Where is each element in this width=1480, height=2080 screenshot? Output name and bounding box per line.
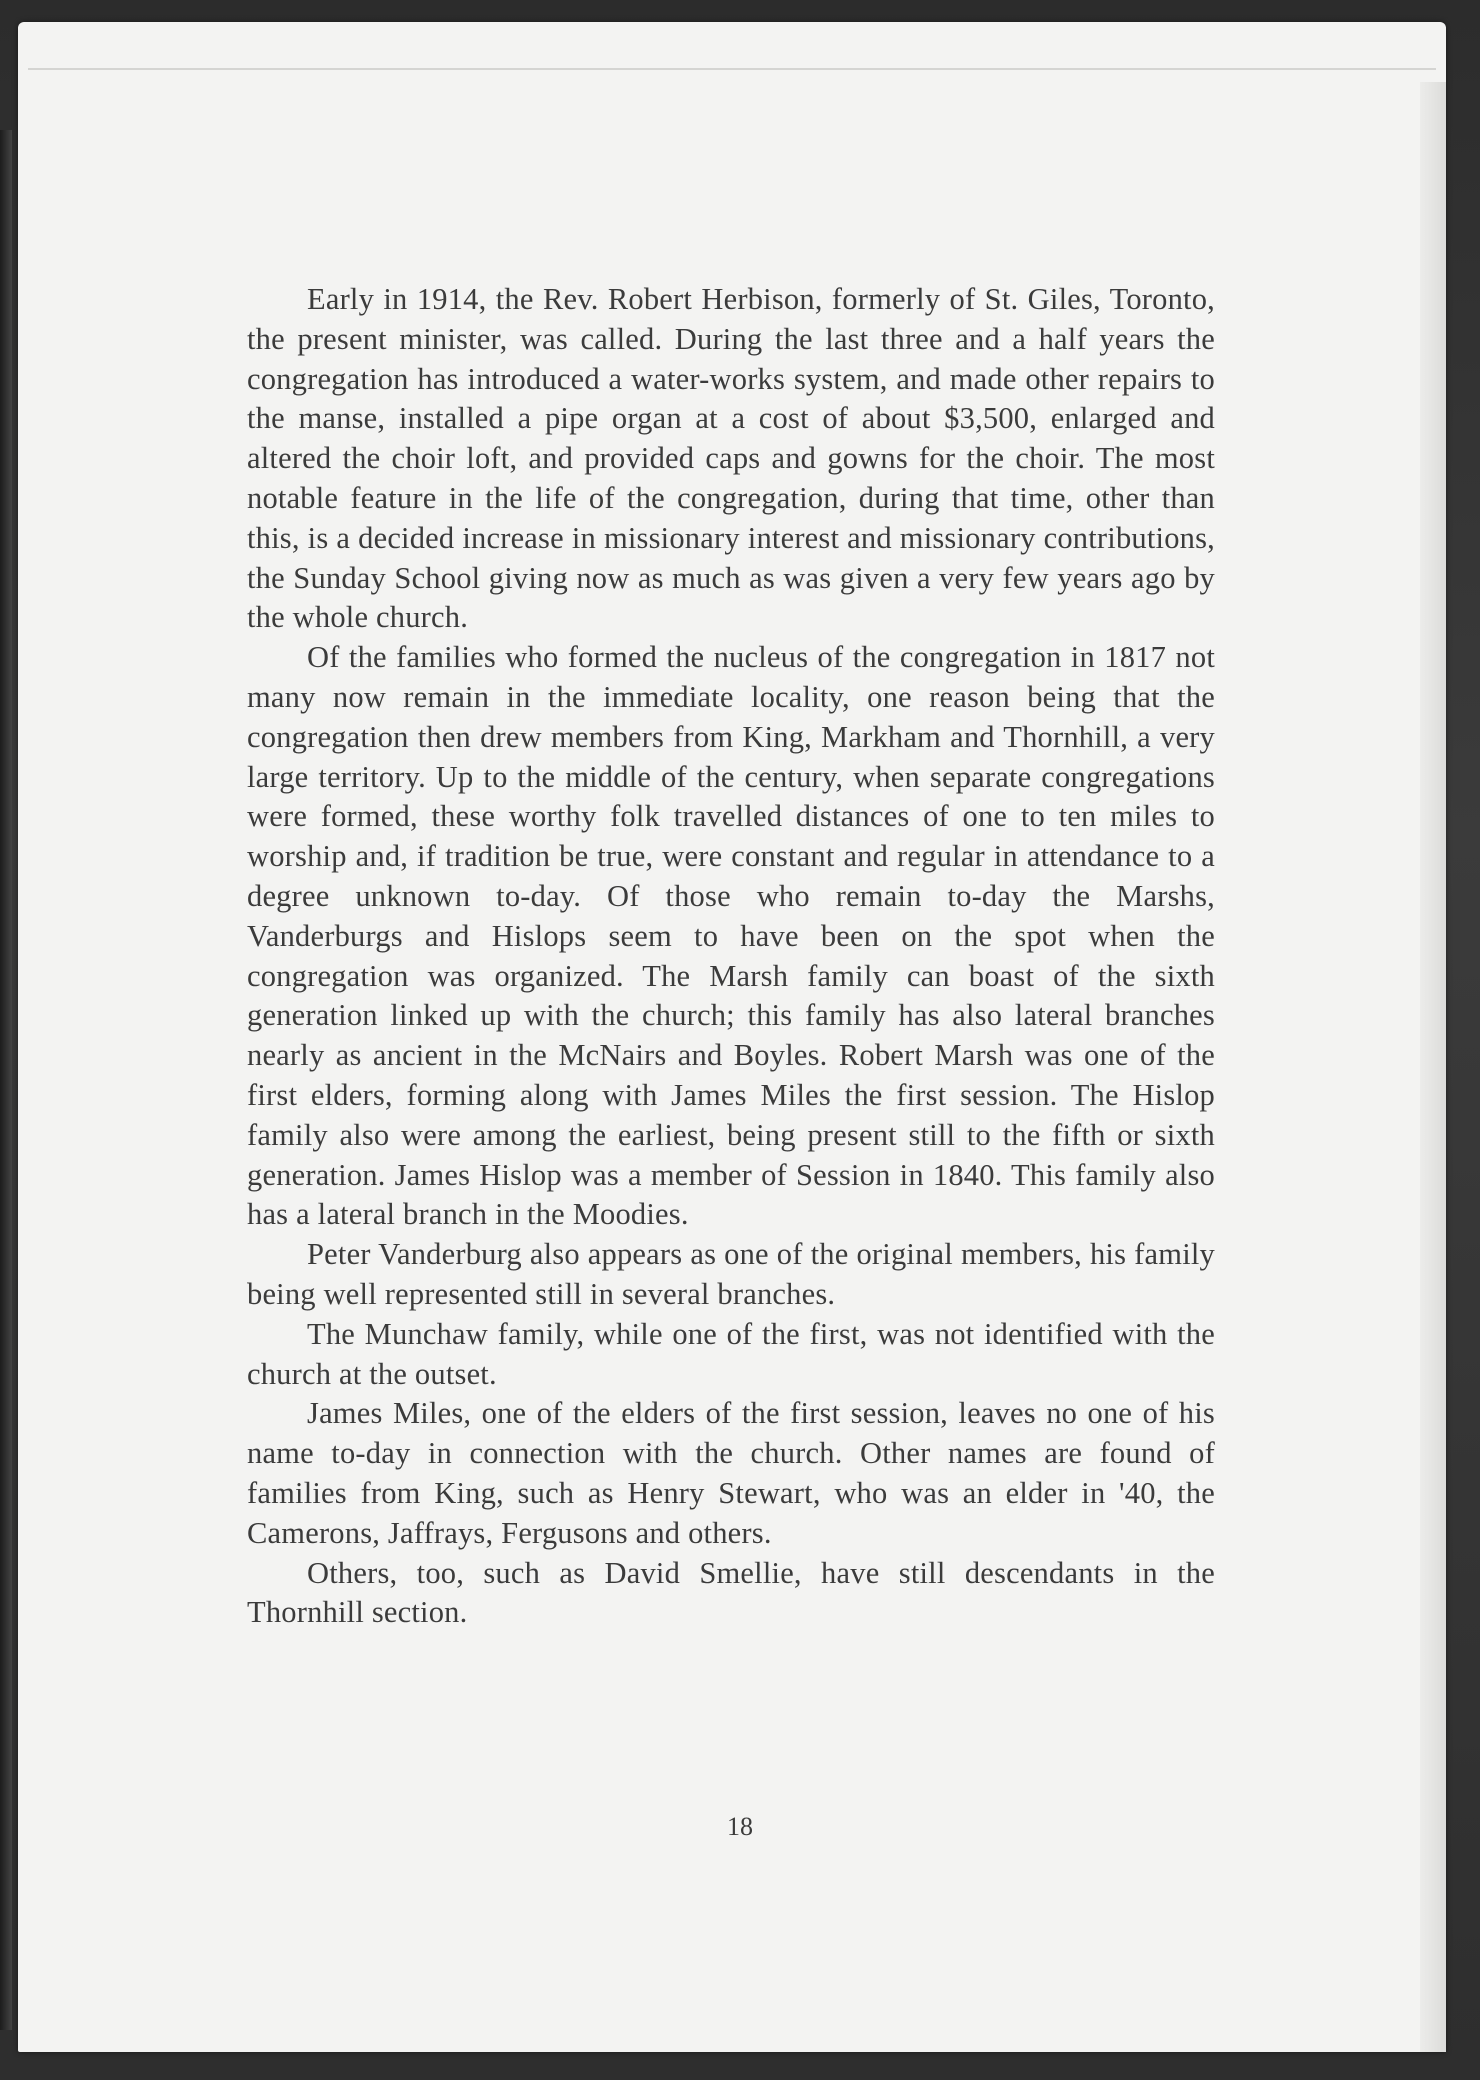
page-top-crease bbox=[28, 68, 1436, 70]
book-binding-edge bbox=[0, 130, 12, 2030]
body-text bbox=[247, 280, 1215, 1633]
paragraph: Others, too, such as David Smellie, have still descendants in the Thornhill section. bbox=[247, 1555, 1215, 1630]
paragraph: The Munchaw family, while one of the first, was not identified with the church at the outset. bbox=[247, 1316, 1215, 1391]
paragraph: Of the families who formed the nucleus of the congregation in 1817 not many now remain in the immediate locality, one reason being that the congregation then drew members from King, Markham and Thornhill, a very large territory. Up to the middle of the century, when separate congregations were formed, these worthy folk travelled distances of one to ten miles to worship and, if tradition be true, were constant and regular in attendance to a degree unknown to-day. Of those who remain to-day the Marshs, Vanderburgs and Hislops seem to have been on the spot when the congregation was organized. The Marsh family can boast of the sixth generation linked up with the church; this family has also lateral branches nearly as ancient in the McNairs and Boyles. Robert Marsh was one of the first elders, forming along with James Miles the first session. The Hislop family also were among the earliest, being present still to the fifth or sixth generation. James Hislop was a member of Session in 1840. This family also has a lateral branch in the Moodies. bbox=[247, 640, 1215, 1232]
page-number: 18 bbox=[727, 1812, 753, 1841]
paragraph: Peter Vanderburg also appears as one of the original members, his family being well represented still in several branches. bbox=[247, 1237, 1215, 1311]
page-right-edge bbox=[1420, 82, 1446, 2052]
paragraph: James Miles, one of the elders of the first session, leaves no one of his name to-day in connection with the church. Other names are found of families from King, such as Henry Stewart, who was an elder in '40, the Camerons, Jaffrays, Fergusons and others. bbox=[247, 1396, 1215, 1550]
paragraph: Early in 1914, the Rev. Robert Herbison, formerly of St. Giles, Toronto, the present minister, was called. During the last three and a half years the congregation has introduced a water-works system, and made other repairs to the manse, installed a pipe organ at a cost of about $3,500, enlarged and altered the choir loft, and provided caps and gowns for the choir. The most notable feature in the life of the congregation, during that time, other than this, is a decided increase in missionary interest and missionary contributions, the Sunday School giving now as much as was given a very few years ago by the whole church. bbox=[247, 282, 1215, 635]
